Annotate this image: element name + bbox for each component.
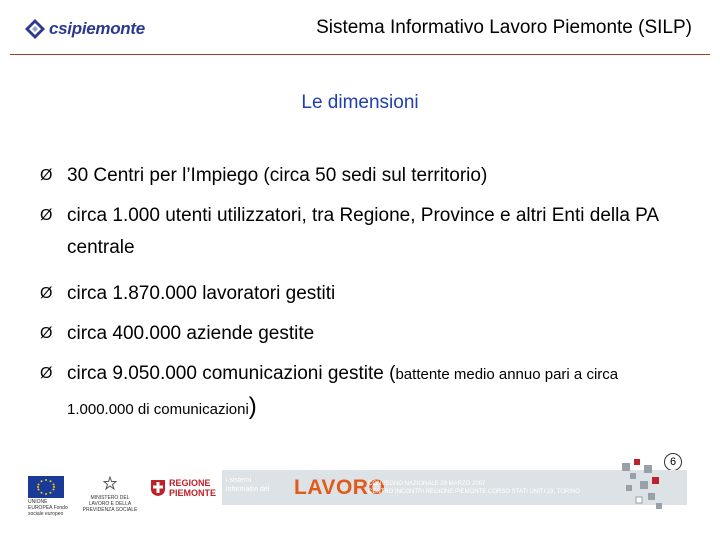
bullet-arrow-icon: Ø: [40, 365, 53, 382]
puzzle-pieces-icon: [616, 455, 676, 515]
bullet-text: circa 1.870.000 lavoratori gestiti: [67, 283, 336, 304]
bullet-item: [40, 278, 335, 310]
eu-caption: UNIONE EUROPEA Fondo sociale europeo: [28, 499, 68, 517]
header-divider: [10, 54, 710, 55]
logo-text: csipiemonte: [49, 19, 145, 38]
bullet-text: circa 9.050.000 comunicazioni gestite (battente medio annuo pari a circa 1.000.000 di comunicazioni): [67, 363, 619, 420]
ministry-text: MINISTERO DEL LAVORO E DELLA PREVIDENZA SOCIALE: [82, 495, 138, 513]
bullet-text: 30 Centri per l’Impiego (circa 50 sedi sul territorio): [67, 165, 488, 186]
bullet-item: [40, 160, 487, 192]
bullet-arrow-icon: Ø: [40, 285, 53, 302]
banner-event-info: CONVEGNO NAZIONALE 29 MARZO 2007 CENTRO INCONTRI REGIONE PIEMONTE CORSO STATI UNITI 23, TORINO: [368, 481, 580, 495]
page-number: 6: [664, 453, 682, 471]
bullet-item: [40, 318, 314, 350]
bullet-text: circa 400.000 aziende gestite: [67, 323, 315, 344]
bullet-arrow-icon: Ø: [40, 167, 53, 184]
bullet-arrow-icon: Ø: [40, 207, 53, 224]
bullet-arrow-icon: Ø: [40, 325, 53, 342]
eu-flag-icon: [28, 476, 64, 498]
regione-text: REGIONE PIEMONTE: [169, 478, 217, 498]
header-title: Sistema Informativo Lavoro Piemonte (SILP): [316, 17, 692, 38]
regione-shield-icon: [150, 479, 166, 497]
regione-piemonte-logo: [150, 478, 216, 498]
csi-logo-icon: [24, 18, 46, 40]
bullet-text: circa 1.000 utenti utilizzatori, tra Regione, Province e altri Enti della PA centrale: [67, 205, 659, 258]
ministry-emblem-icon: [103, 476, 117, 490]
banner-subtitle: i sistemi informativi del: [226, 477, 270, 493]
slide-title: Le dimensioni: [301, 92, 419, 113]
banner-lavoro: LAVORO: [294, 476, 386, 499]
bullet-item: [40, 200, 687, 264]
bullet-item: [40, 358, 687, 426]
csi-piemonte-logo: [24, 16, 145, 42]
ministry-logo: [80, 476, 140, 513]
